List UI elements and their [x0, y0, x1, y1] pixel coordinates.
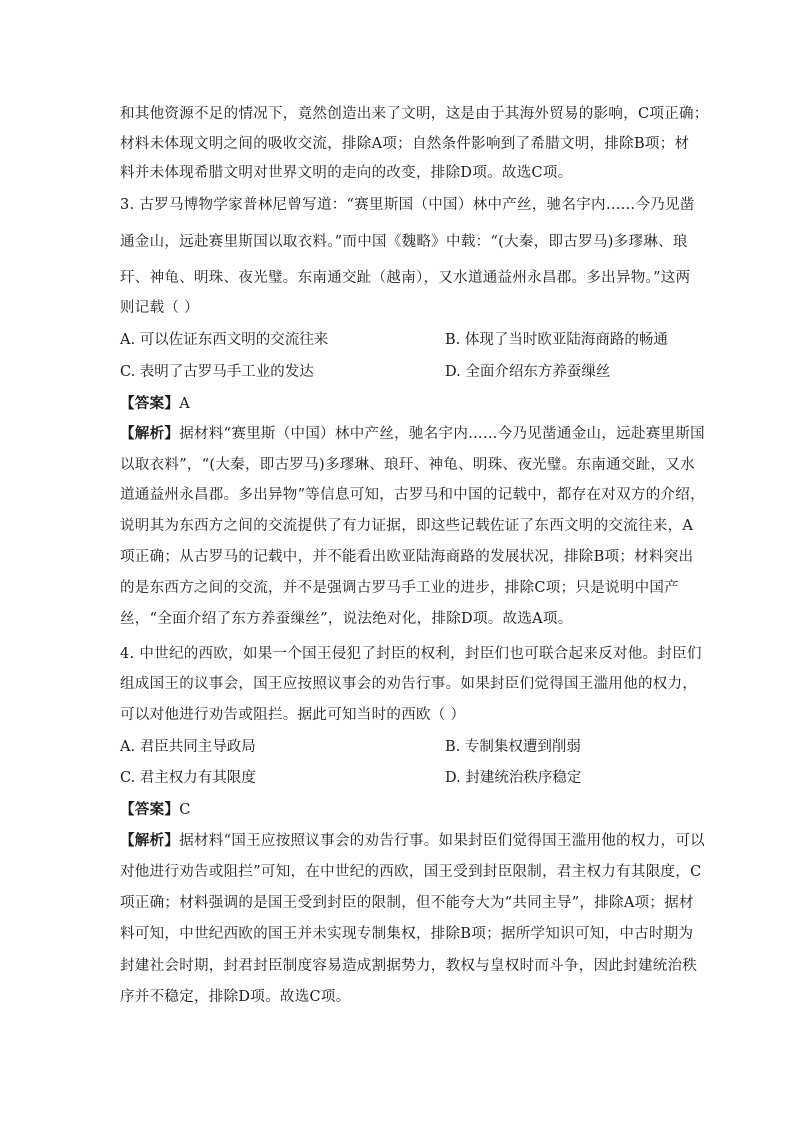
option-d: D. 全面介绍东方养蚕缫丝 — [445, 364, 611, 380]
answer-line — [120, 394, 190, 414]
question-4-stem: 可以对他进行劝告或阻拦。据此可知当时的西欧（ ） — [120, 707, 466, 723]
option-d: D. 封建统治秩序稳定 — [445, 770, 582, 786]
option-a: A. 君臣共同主导政局 — [120, 739, 256, 755]
analysis-line: 说明其为东西方之间的交流提供了有力证据，即这些记载佐证了东西文明的交流往来，A — [120, 518, 694, 534]
analysis-line: 封建社会时期，封君封臣制度容易造成割据势力，教权与皇权时而斗争，因此封建统治秩 — [120, 958, 698, 974]
text-line: 和其他资源不足的情况下，竟然创造出来了文明，这是由于其海外贸易的影响，C项正确； — [120, 106, 709, 122]
question-3-stem: 则记载（ ） — [120, 300, 199, 316]
analysis-line — [120, 831, 705, 851]
text-line: 料并未体现希腊文明对世界文明的走向的改变，排除D项。故选C项。 — [120, 165, 573, 181]
analysis-text: 据材料“赛里斯（中国）林中产丝，驰名宇内……今乃见凿通金山，远赴赛里斯国 — [179, 426, 705, 442]
analysis-label: 【解析】 — [120, 832, 180, 849]
analysis-line: 道通益州永昌郡。多出异物”等信息可知，古罗马和中国的记载中，都存在对双方的介绍， — [120, 487, 705, 503]
analysis-line: 项正确；材料强调的是国王受到封臣的限制，但不能夸大为“共同主导”，排除A项；据材 — [120, 895, 694, 911]
option-c: C. 表明了古罗马手工业的发达 — [120, 364, 314, 380]
answer-label: 【答案】 — [120, 395, 180, 412]
option-c: C. 君主权力有其限度 — [120, 770, 256, 786]
option-a: A. 可以佐证东西文明的交流往来 — [120, 332, 329, 348]
option-b: B. 专制集权遭到削弱 — [445, 739, 581, 755]
question-4-stem: 4. 中世纪的西欧，如果一个国王侵犯了封臣的权利，封臣们也可联合起来反对他。封臣们 — [120, 646, 702, 662]
answer-value: A — [179, 396, 190, 412]
text-line: 材料未体现文明之间的吸收交流，排除A项；自然条件影响到了希腊文明，排除B项；材 — [120, 136, 690, 152]
analysis-line: 的是东西方之间的交流，并不是强调古罗马手工业的进步，排除C项；只是说明中国产 — [120, 580, 679, 596]
analysis-text: 据材料“国王应按照议事会的劝告行事。如果封臣们觉得国王滥用他的权力，可以 — [179, 833, 705, 849]
question-3-stem: 3. 古罗马博物学家普林尼曾写道：“赛里斯国（中国）林中产丝，驰名宇内……今乃见凿 — [120, 197, 695, 213]
analysis-line: 序并不稳定，排除D项。故选C项。 — [120, 989, 351, 1005]
question-4-stem: 组成国王的议事会，国王应按照议事会的劝告行事。如果封臣们觉得国王滥用他的权力， — [120, 676, 698, 692]
answer-value: C — [179, 802, 191, 818]
answer-line — [120, 800, 191, 820]
analysis-line: 项正确；从古罗马的记载中，并不能看出欧亚陆海商路的发展状况，排除B项；材料突出 — [120, 549, 694, 565]
question-3-stem: 玕、神龟、明珠、夜光璧。东南通交趾（越南），又水道通益州永昌郡。多出异物。”这两 — [120, 270, 691, 286]
question-3-stem: 通金山，远赴赛里斯国以取衣料。”而中国《魏略》中载：“(大秦，即古罗马)多璆琳、琅 — [120, 234, 688, 250]
analysis-line: 以取衣料”，“(大秦，即古罗马)多璆琳、琅玕、神龟、明珠、夜光璧。东南通交趾，又水 — [120, 457, 695, 473]
analysis-line — [120, 424, 705, 444]
analysis-label: 【解析】 — [120, 425, 180, 442]
analysis-line: 对他进行劝告或阻拦”可知，在中世纪的西欧，国王受到封臣限制，君主权力有其限度，C — [120, 864, 702, 880]
option-b: B. 体现了当时欧亚陆海商路的畅通 — [445, 332, 668, 348]
analysis-line: 丝，“全面介绍了东方养蚕缫丝”，说法绝对化，排除D项。故选A项。 — [120, 611, 573, 627]
answer-label: 【答案】 — [120, 801, 180, 818]
analysis-line: 料可知，中世纪西欧的国王并未实现专制集权，排除B项；据所学知识可知，中古时期为 — [120, 926, 694, 942]
